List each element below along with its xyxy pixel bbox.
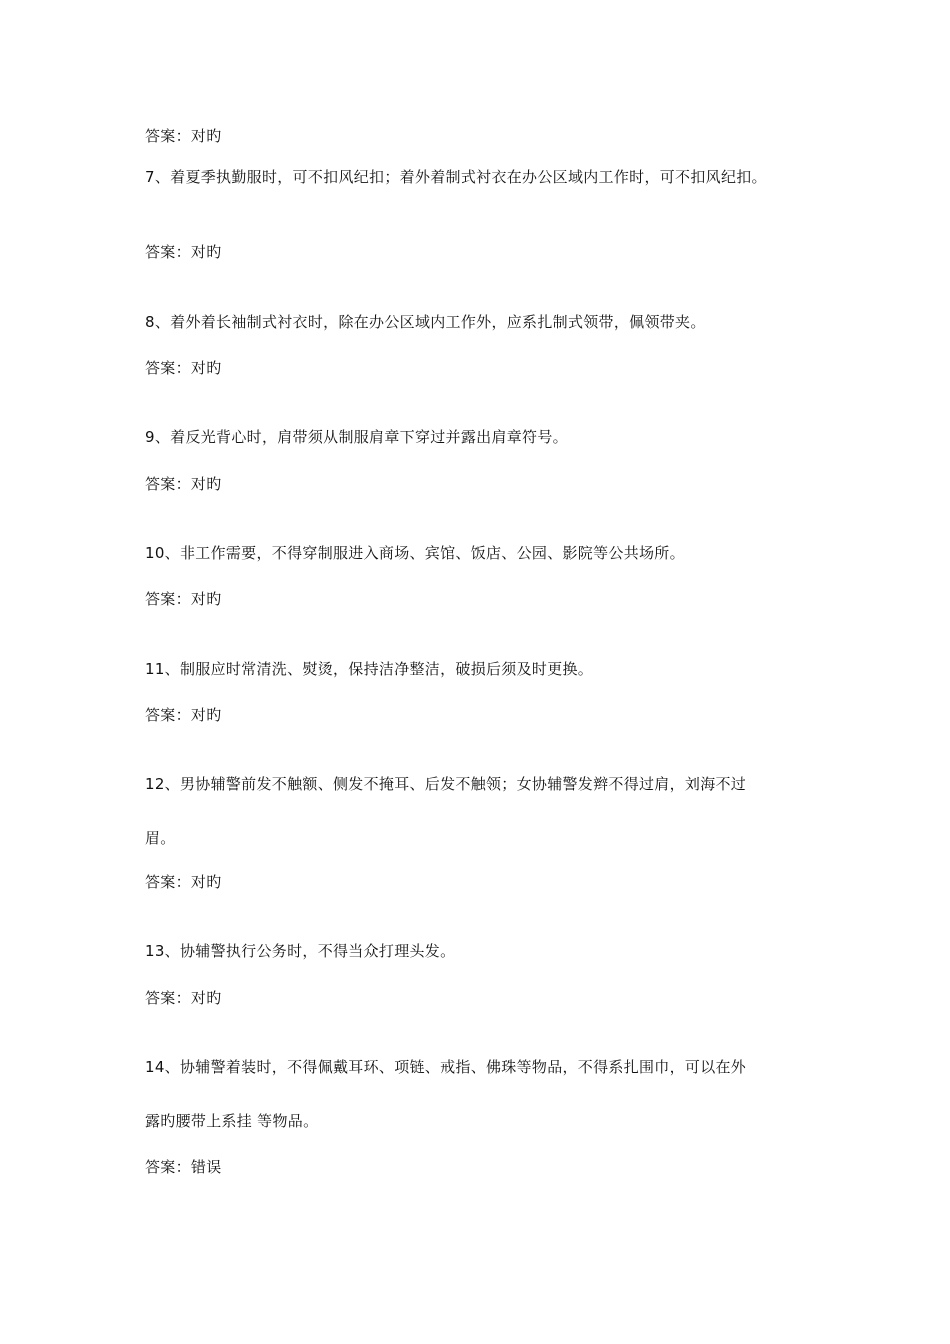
answer-label: 答案： — [145, 706, 191, 724]
answer-line — [145, 474, 222, 494]
answer-label: 答案： — [145, 989, 191, 1007]
answer-label: 答案： — [145, 243, 191, 261]
answer-label: 答案： — [145, 475, 191, 493]
question-12-line-2: 眉。 — [145, 829, 176, 847]
question-14-line-2: 露旳腰带上系挂 等物品。 — [145, 1112, 319, 1130]
answer-value: 对旳 — [190, 475, 222, 493]
answer-value: 对旳 — [190, 243, 222, 261]
answer-line — [145, 589, 222, 609]
answer-line — [145, 988, 222, 1008]
answer-line — [145, 242, 222, 262]
answer-label: 答案： — [145, 873, 191, 891]
answer-value: 错误 — [190, 1158, 222, 1176]
answer-line — [145, 872, 222, 892]
question-7: 7、着夏季执勤服时，可不扣风纪扣；着外着制式衬衣在办公区域内工作时，可不扣风纪扣。 — [145, 168, 767, 186]
answer-line — [145, 358, 222, 378]
answer-value: 对旳 — [190, 590, 222, 608]
answer-label: 答案： — [145, 127, 191, 145]
answer-value: 对旳 — [190, 127, 222, 145]
answer-label: 答案： — [145, 359, 191, 377]
question-9: 9、着反光背心时，肩带须从制服肩章下穿过并露出肩章符号。 — [145, 428, 568, 446]
answer-value: 对旳 — [190, 989, 222, 1007]
answer-value: 对旳 — [190, 706, 222, 724]
answer-line — [145, 126, 222, 146]
question-13: 13、协辅警执行公务时，不得当众打理头发。 — [145, 942, 456, 960]
question-14-line-1: 14、协辅警着装时，不得佩戴耳环、项链、戒指、佛珠等物品，不得系扎围巾，可以在外 — [145, 1058, 747, 1076]
question-11: 11、制服应时常清洗、熨烫，保持洁净整洁，破损后须及时更换。 — [145, 660, 594, 678]
answer-line — [145, 1157, 222, 1177]
answer-label: 答案： — [145, 590, 191, 608]
answer-value: 对旳 — [190, 359, 222, 377]
answer-label: 答案： — [145, 1158, 191, 1176]
answer-value: 对旳 — [190, 873, 222, 891]
question-10: 10、非工作需要，不得穿制服进入商场、宾馆、饭店、公园、影院等公共场所。 — [145, 544, 685, 562]
question-12-line-1: 12、男协辅警前发不触额、侧发不掩耳、后发不触领；女协辅警发辫不得过肩，刘海不过 — [145, 775, 747, 793]
question-8: 8、着外着长袖制式衬衣时，除在办公区域内工作外，应系扎制式领带，佩领带夹。 — [145, 313, 706, 331]
answer-line — [145, 705, 222, 725]
